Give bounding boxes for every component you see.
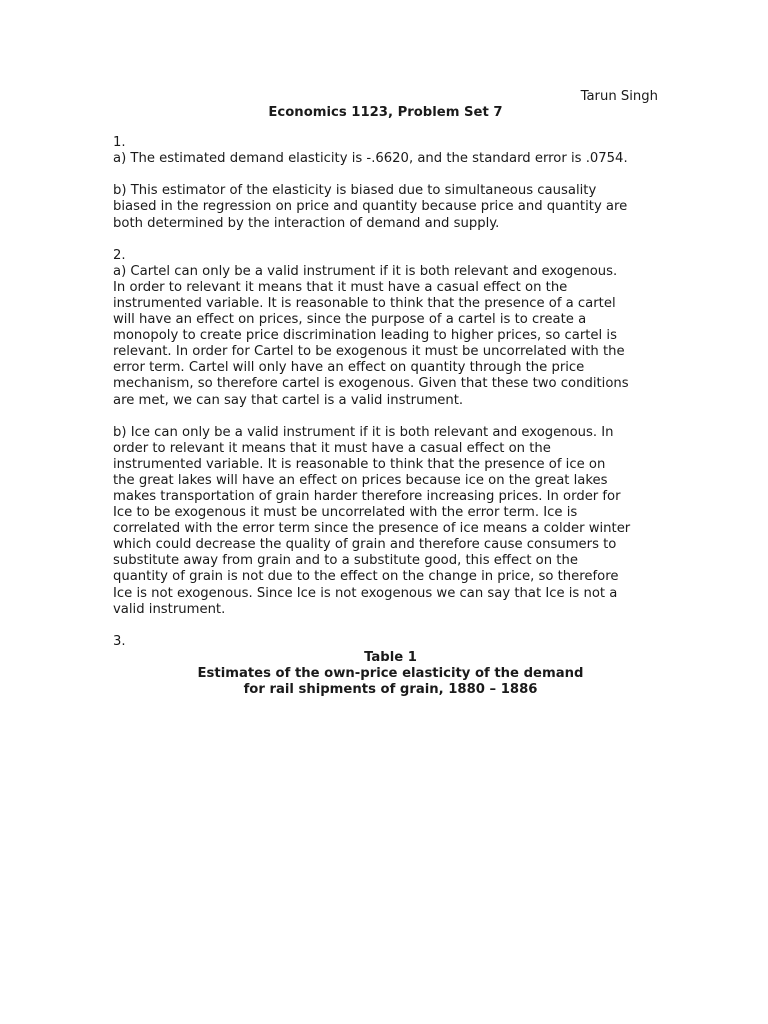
question-2-number: 2. <box>113 247 126 263</box>
question-1-number: 1. <box>113 135 126 151</box>
text-line: are met, we can say that cartel is a valid instrument. <box>113 392 464 408</box>
text-line: monopoly to create price discrimination leading to higher prices, so cartel is <box>113 328 617 344</box>
table-label: Table 1 <box>364 649 417 665</box>
text-line: mechanism, so therefore cartel is exogenous. Given that these two conditions <box>113 376 629 392</box>
question-3-number: 3. <box>113 633 126 649</box>
text-line: Ice is not exogenous. Since Ice is not exogenous we can say that Ice is not a <box>113 585 618 601</box>
text-line: instrumented variable. It is reasonable to think that the presence of ice on <box>113 456 606 472</box>
text-line: biased in the regression on price and quantity because price and quantity are <box>113 199 628 215</box>
text-line: b) Ice can only be a valid instrument if it is both relevant and exogenous. In <box>113 424 614 440</box>
text-line: both determined by the interaction of demand and supply. <box>113 215 500 231</box>
text-line: will have an effect on prices, since the purpose of a cartel is to create a <box>113 312 587 328</box>
question-3 <box>113 634 658 698</box>
text-line: order to relevant it means that it must have a casual effect on the <box>113 440 551 456</box>
text-line: correlated with the error term since the presence of ice means a colder winter <box>113 521 631 537</box>
table-caption-line-2: for rail shipments of grain, 1880 – 1886 <box>243 682 538 697</box>
spacer <box>113 232 658 248</box>
text-line: the great lakes will have an effect on prices because ice on the great lakes <box>113 472 608 488</box>
document-title: Economics 1123, Problem Set 7 <box>268 105 503 121</box>
question-1b-text <box>113 183 658 231</box>
text-line: which could decrease the quality of grain and therefore cause consumers to <box>113 537 617 553</box>
text-line: instrumented variable. It is reasonable to think that the presence of a cartel <box>113 295 616 311</box>
author-name: Tarun Singh <box>580 89 658 104</box>
question-1 <box>113 135 658 231</box>
spacer <box>113 618 658 634</box>
text-line: makes transportation of grain harder therefore increasing prices. In order for <box>113 488 621 504</box>
spacer <box>113 167 658 183</box>
text-line: a) Cartel can only be a valid instrument if it is both relevant and exogenous. <box>113 263 618 279</box>
text-line: substitute away from grain and to a substitute good, this effect on the <box>113 553 578 569</box>
text-line: error term. Cartel will only have an effect on quantity through the price <box>113 360 585 376</box>
text-line: relevant. In order for Cartel to be exogenous it must be uncorrelated with the <box>113 344 625 360</box>
text-line: valid instrument. <box>113 601 226 617</box>
spacer <box>113 409 658 425</box>
text-line: In order to relevant it means that it must have a casual effect on the <box>113 279 568 295</box>
text-line: quantity of grain is not due to the effect on the change in price, so therefore <box>113 569 619 585</box>
question-2b-text <box>113 425 658 618</box>
question-2a-text <box>113 264 658 409</box>
question-1a-text: a) The estimated demand elasticity is -.6620, and the standard error is .0754. <box>113 151 628 167</box>
text-line: Ice to be exogenous it must be uncorrelated with the error term. Ice is <box>113 505 578 521</box>
document-page <box>113 89 658 698</box>
spacer <box>113 121 658 135</box>
text-line: b) This estimator of the elasticity is biased due to simultaneous causality <box>113 183 597 199</box>
table-caption-line-1: Estimates of the own-price elasticity of the demand <box>197 665 584 681</box>
question-2 <box>113 248 658 618</box>
